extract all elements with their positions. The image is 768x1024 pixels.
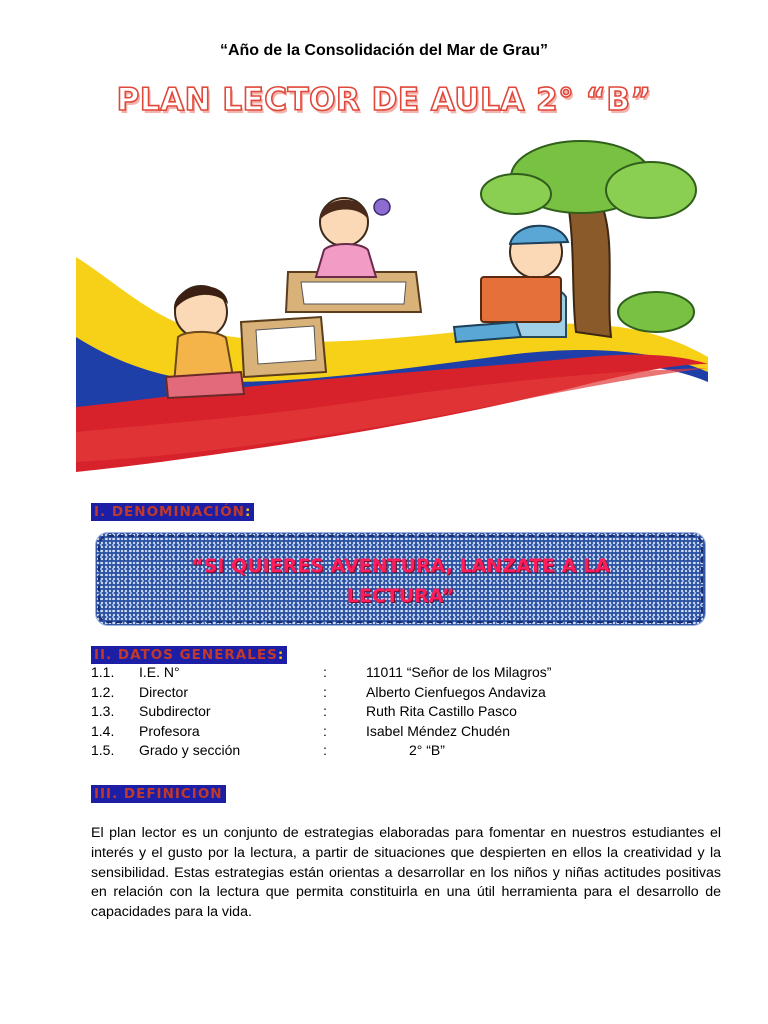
banner-line-2: LECTURA” xyxy=(346,585,455,607)
item-number: 1.5. xyxy=(91,742,115,759)
item-colon: : xyxy=(323,664,327,680)
item-colon: : xyxy=(323,742,327,759)
banner-line-1: “SI QUIERES AVENTURA, LANZATE A LA xyxy=(191,555,610,577)
item-number: 1.2. xyxy=(91,683,115,700)
item-label: I.E. N° xyxy=(139,664,180,680)
item-colon: : xyxy=(323,722,327,739)
list-item xyxy=(91,684,711,704)
girl-at-desk-icon xyxy=(286,198,421,312)
section-datos-label: II. DATOS GENERALES xyxy=(94,647,278,663)
boy-reading-icon xyxy=(454,226,568,342)
list-item xyxy=(91,742,711,762)
item-label: Grado y sección xyxy=(139,742,241,759)
banner-text xyxy=(136,551,665,611)
list-item xyxy=(91,703,711,723)
item-colon: : xyxy=(323,683,327,700)
item-label: Subdirector xyxy=(139,703,211,720)
item-value: 11011 “Señor de los Milagros” xyxy=(366,664,552,680)
datos-generales-list xyxy=(91,664,711,762)
section-definicion xyxy=(91,785,226,803)
item-label: Profesora xyxy=(139,722,200,739)
definicion-paragraph: El plan lector es un conjunto de estrategias elaboradas para fomentar en nuestros estudiantes el interés y el gusto por la lectura, a partir de situaciones que despierten en ellos la creatividad y la sensibilidad. Estas estrategias están orientas a desarrollar en los niños y niñas actitudes positivas en relación con la lectura que permita constituirla en una útil herramienta para el desarrollo de capacidades para la vida. xyxy=(91,825,721,921)
section-denominacion xyxy=(91,503,254,521)
item-number: 1.1. xyxy=(91,664,115,680)
item-label: Director xyxy=(139,683,189,700)
item-colon: : xyxy=(323,703,327,720)
item-value: 2° “B” xyxy=(409,742,445,759)
item-value: Alberto Cienfuegos Andaviza xyxy=(366,683,546,700)
page-title: PLAN LECTOR DE AULA 2° “B” xyxy=(116,82,652,118)
section-datos-colon: : xyxy=(277,647,285,663)
section-datos-generales xyxy=(91,646,287,664)
section-denominacion-colon: : xyxy=(244,504,252,520)
item-number: 1.3. xyxy=(91,703,115,720)
motto-heading: “Año de la Consolidación del Mar de Grau” xyxy=(219,42,549,59)
list-item xyxy=(91,664,711,684)
item-number: 1.4. xyxy=(91,722,115,739)
item-value: Ruth Rita Castillo Pasco xyxy=(366,703,517,720)
section-denominacion-label: I. DENOMINACIÓN xyxy=(94,504,245,520)
motto-banner xyxy=(96,533,705,625)
item-value: Isabel Méndez Chudén xyxy=(366,722,510,739)
reading-children-illustration xyxy=(76,132,708,482)
section-definicion-label: III. DEFINICION xyxy=(94,786,223,802)
list-item xyxy=(91,723,711,743)
